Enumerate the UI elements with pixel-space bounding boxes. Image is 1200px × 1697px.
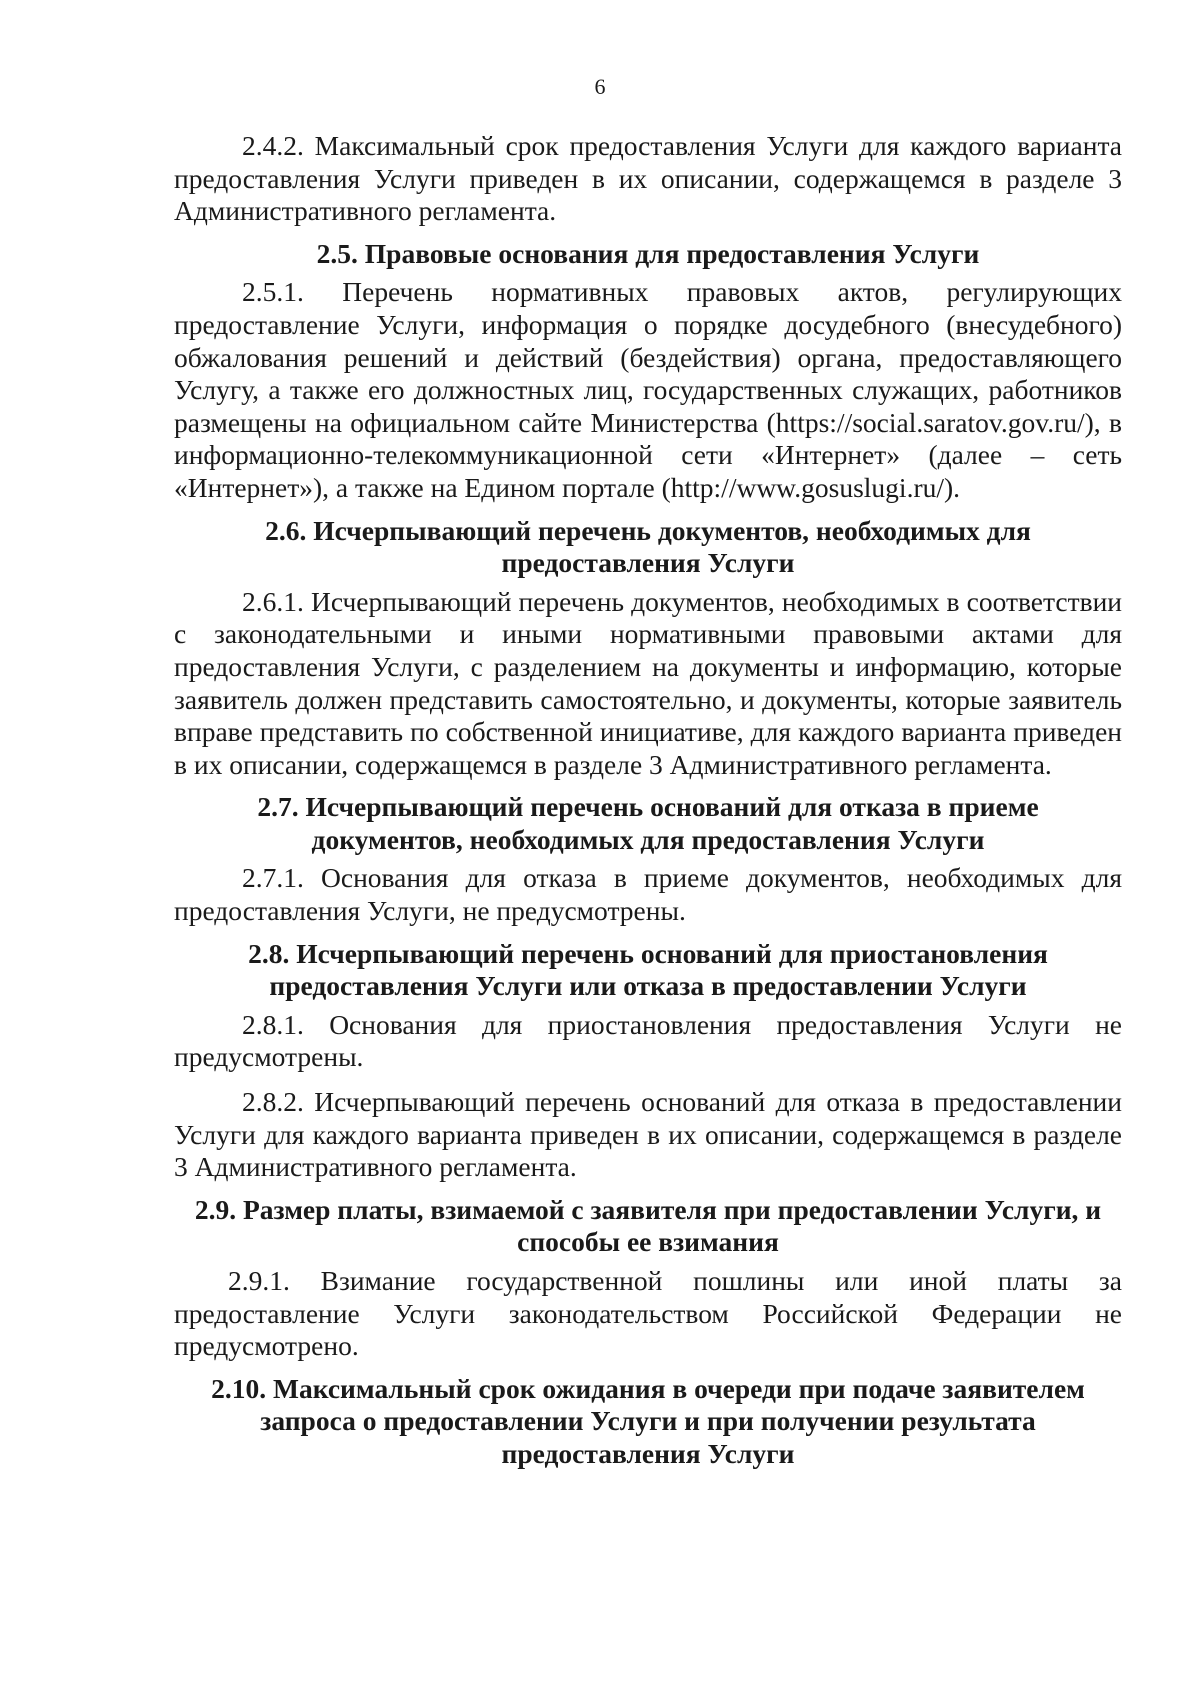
heading-2-10-line-3: предоставления Услуги xyxy=(501,1437,795,1469)
heading-2-6 xyxy=(174,515,1122,580)
paragraph-2-6-1: 2.6.1. Исчерпывающий перечень документов, необходимых в соответствии с законодательными и иными нормативными правовыми актами для предоставления Услуги, с разделением на документы и информацию, которые заявитель должен представить самостоятельно, и документы, которые заявитель вправе представить по собственной инициативе, для каждого варианта приведен в их описании, содержащемся в разделе 3 Административного регламента. xyxy=(174,585,1122,780)
page-number: 6 xyxy=(594,74,606,99)
heading-2-5 xyxy=(174,238,1122,271)
heading-2-7 xyxy=(174,791,1122,856)
heading-2-10-line-1: 2.10. Максимальный срок ожидания в очереди при подаче заявителем xyxy=(211,1372,1085,1404)
heading-2-6-line-1: 2.6. Исчерпывающий перечень документов, необходимых для xyxy=(265,514,1031,546)
heading-2-6-line-2: предоставления Услуги xyxy=(501,547,795,579)
heading-2-9-line-1: 2.9. Размер платы, взимаемой с заявителя при предоставлении Услуги, и xyxy=(194,1193,1102,1225)
heading-2-8-line-1: 2.8. Исчерпывающий перечень оснований для приостановления xyxy=(248,937,1048,969)
paragraph-2-8-1: 2.8.1. Основания для приостановления предоставления Услуги не предусмотрены. xyxy=(174,1008,1122,1073)
heading-2-9 xyxy=(174,1194,1122,1259)
paragraph-2-9-1: 2.9.1. Взимание государственной пошлины или иной платы за предоставление Услуги законодательством Российской Федерации не предусмотрено. xyxy=(174,1265,1122,1362)
paragraph-2-8-2: 2.8.2. Исчерпывающий перечень оснований для отказа в предоставлении Услуги для каждого варианта приведен в их описании, содержащемся в разделе 3 Административного регламента. xyxy=(174,1086,1122,1183)
heading-2-10 xyxy=(174,1373,1122,1471)
paragraph-2-5-1: 2.5.1. Перечень нормативных правовых актов, регулирующих предоставление Услуги, информация о порядке досудебного (внесудебного) обжалования решений и действий (бездействия) органа, предоставляющего Услугу, а также его должностных лиц, государственных служащих, работников размещены на официальном сайте Министерства (https://social.saratov.gov.ru/), в информационно-телекоммуникационной сети «Интернет» (далее – сеть «Интернет»), а также на Едином портале (http://www.gosuslugi.ru/). xyxy=(174,276,1122,503)
heading-2-5-text: 2.5. Правовые основания для предоставления Услуги xyxy=(316,237,980,269)
heading-2-10-line-2: запроса о предоставлении Услуги и при получении результата xyxy=(260,1405,1036,1437)
document-body xyxy=(174,130,1122,1477)
paragraph-gap xyxy=(174,1074,1122,1086)
paragraph-2-4-2: 2.4.2. Максимальный срок предоставления Услуги для каждого варианта предоставления Услуги приведен в их описании, содержащемся в разделе 3 Административного регламента. xyxy=(174,130,1122,227)
heading-2-8 xyxy=(174,938,1122,1003)
paragraph-2-7-1: 2.7.1. Основания для отказа в приеме документов, необходимых для предоставления Услуги, не предусмотрены. xyxy=(174,862,1122,927)
heading-2-9-line-2: способы ее взимания xyxy=(517,1226,779,1258)
heading-2-7-line-2: документов, необходимых для предоставления Услуги xyxy=(311,823,985,855)
heading-2-8-line-2: предоставления Услуги или отказа в предоставлении Услуги xyxy=(269,970,1027,1002)
heading-2-7-line-1: 2.7. Исчерпывающий перечень оснований для отказа в приеме xyxy=(257,791,1039,823)
